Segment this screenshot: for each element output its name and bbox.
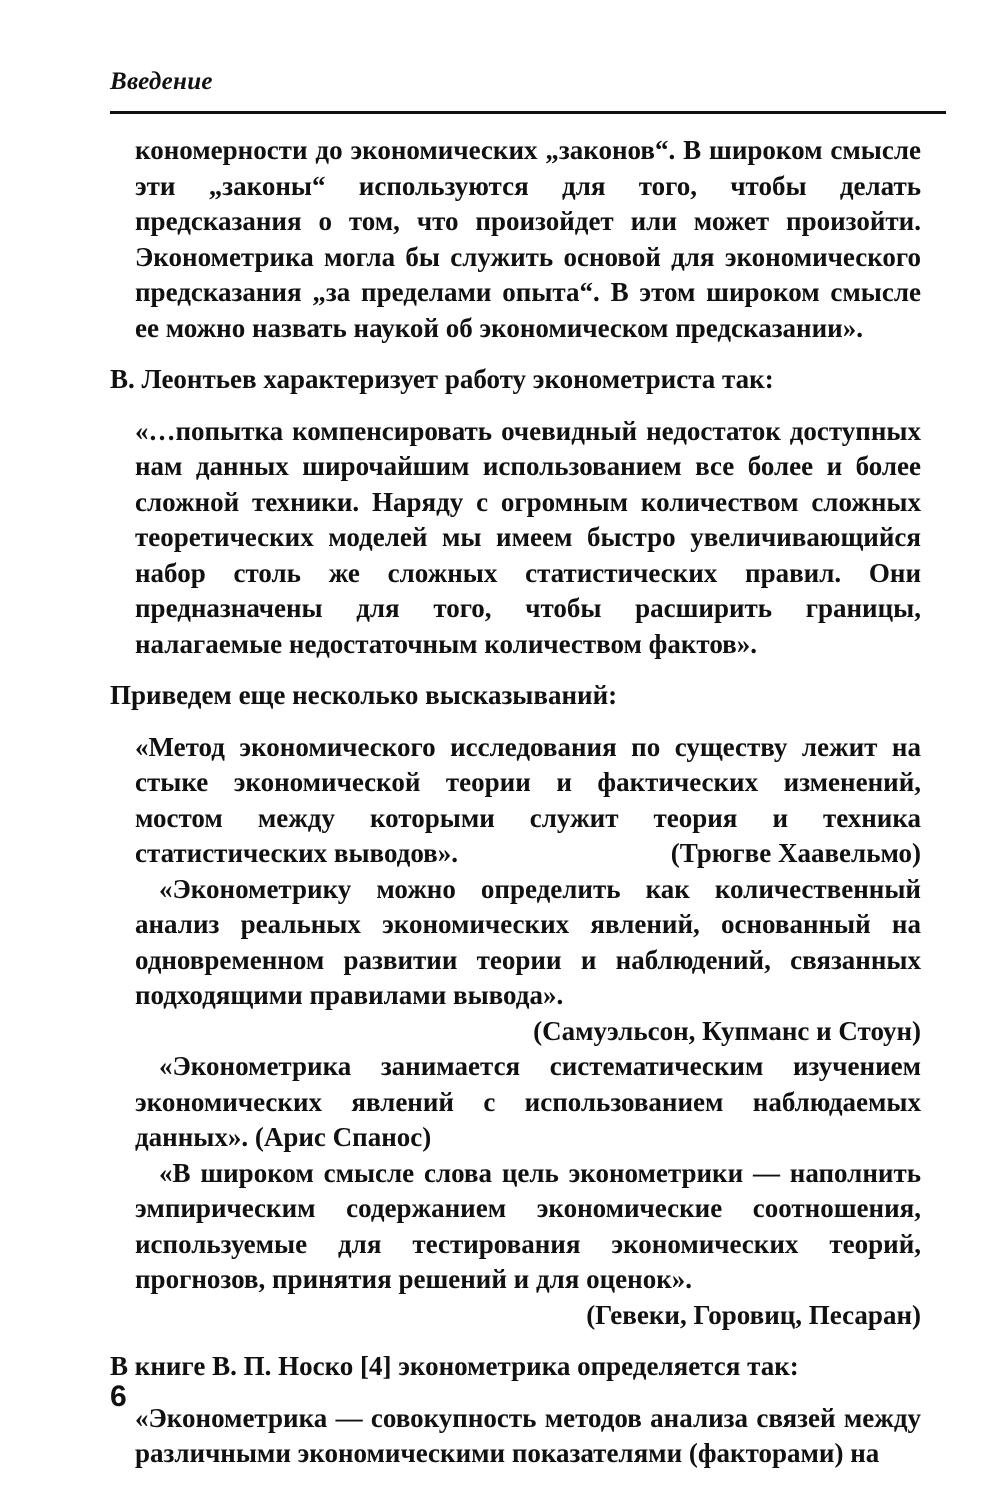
quote-samuelson-attribution: (Самуэльсон, Купманс и Стоун) [533, 1015, 921, 1046]
quote-haavelmo-text: «Метод экономического исследования по существу лежит на стыке экономической теории и фактических изменений, мостом между которыми служит теория и техника статистических выводов». [135, 731, 921, 868]
quote-spanos [135, 1049, 921, 1156]
page-number: 6 [110, 1380, 127, 1413]
quote-haavelmo-attribution: (Трюгве Хаавельмо) [670, 838, 921, 868]
running-head: Введение [110, 68, 213, 95]
quote-spanos-attribution: (Арис Спанос) [254, 1122, 432, 1152]
page-body [110, 133, 946, 1472]
header-rule [110, 111, 946, 114]
quote-haavelmo [135, 730, 921, 872]
quote-nosko: «Эконометрика — совокупность методов анализа связей между различными экономическими показателями (факторами) на [135, 1402, 921, 1468]
paragraph-more-quotes-intro: Приведем еще несколько высказываний: [110, 680, 618, 710]
quote-samuelson: «Эконометрику можно определить как количественный анализ реальных экономических явлений, основанный на одновременном развитии теории и наблюдений, связанных подходящими правилами вывода». [135, 873, 921, 1010]
quote-geweke-attribution: (Гевеки, Горовиц, Песаран) [586, 1299, 921, 1330]
quote-leontiev: «…попытка компенсировать очевидный недостаток доступных нам данных широчайшим использованием все более и более сложной техники. Наряду с огромным количеством сложных теоретических моделей мы имеем быстро увеличивающийся набор столь же сложных статистических правил. Они предназначены для того, чтобы расширить границы, налагаемые недостаточным количеством фактов». [135, 415, 921, 659]
quote-spanos-text: «Эконометрика занимается систематическим изучением экономических явлений с использованием наблюдаемых данных». [135, 1051, 921, 1152]
quote-geweke: «В широком смысле слова цель эконометрики — наполнить эмпирическим содержанием экономические соотношения, используемые для тестирования экономических теорий, прогнозов, принятия решений и для оценок». [135, 1157, 921, 1294]
paragraph-continued-quote: кономерности до экономических „законов“. В широком смысле эти „законы“ используются для того, чтобы делать предсказания о том, что произойдет или может произойти. Эконометрика могла бы служить основой для экономического предсказания „за пределами опыта“. В этом широком смысле ее можно назвать наукой об экономическом предсказании». [135, 135, 921, 343]
paragraph-nosko-intro: В книге В. П. Носко [4] эконометрика определяется так: [110, 1351, 799, 1381]
paragraph-leontiev-intro: В. Леонтьев характеризует работу эконометриста так: [110, 364, 774, 394]
